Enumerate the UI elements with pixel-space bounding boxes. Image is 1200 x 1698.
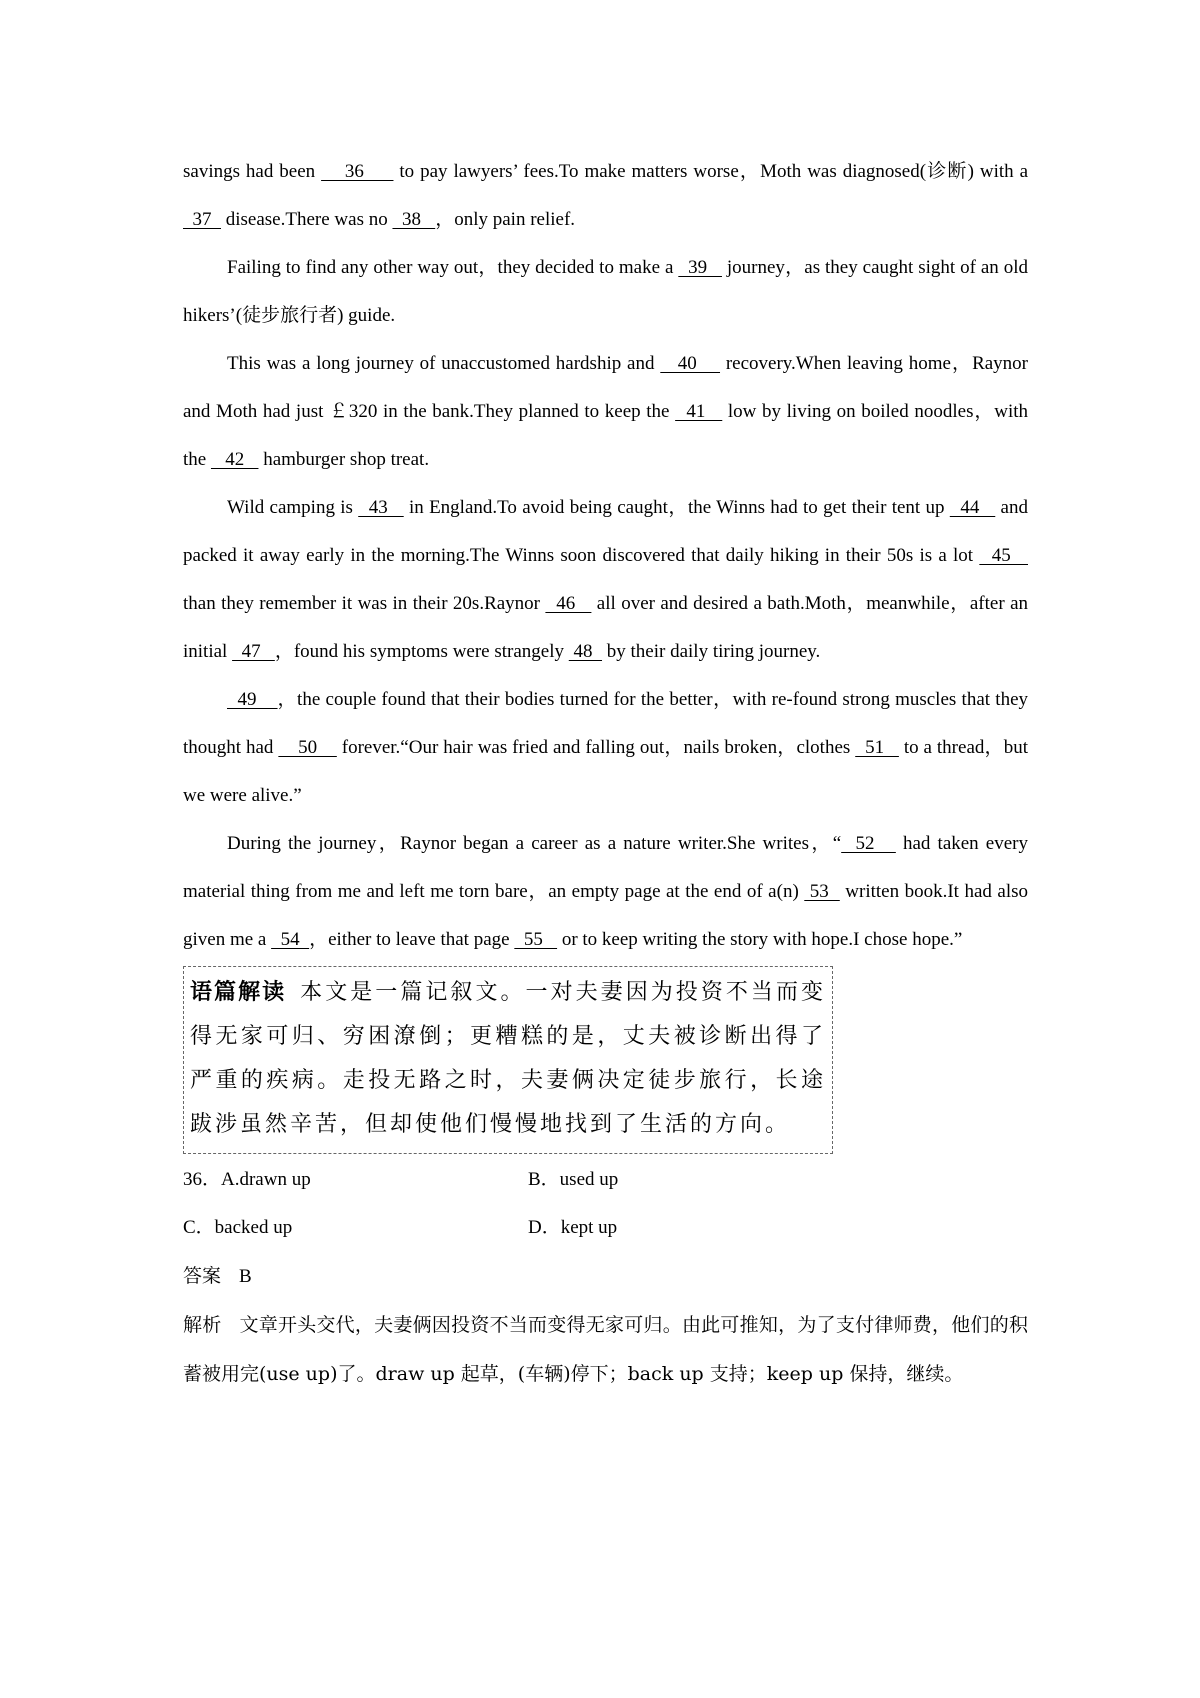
text-span: written book.It had also given me a [183, 881, 1028, 950]
blank-54: 54 [271, 929, 310, 950]
text-span: ，the couple found that their bodies turned for the better，with re-found strong muscles that they thought had [183, 689, 1029, 758]
option-d: D．kept up [528, 1217, 618, 1238]
text-span: and packed it away early in the morning.The Winns soon discovered that daily hiking in their 50s is a lot [183, 497, 1028, 566]
text-span: ，only pain relief. [435, 209, 576, 230]
text-span: disease.There was no [221, 209, 393, 230]
blank-43: 43 [358, 497, 404, 518]
text-span: journey，as they caught sight of an old hikers’(徒步旅行者) guide. [183, 257, 1029, 326]
analysis-paragraph [183, 1301, 1028, 1399]
reading-box-heading: 语篇解读 [190, 980, 287, 1005]
blank-40: 40 [660, 353, 721, 374]
blank-46: 46 [545, 593, 592, 614]
answer-value: B [239, 1266, 252, 1287]
blank-53: 53 [804, 881, 840, 902]
text-span: by their daily tiring journey. [602, 641, 821, 662]
blank-55: 55 [514, 929, 558, 950]
blank-45: 45 [979, 545, 1028, 566]
text-span: low by living on boiled noodles，with the [183, 401, 1028, 470]
text-span: Failing to find any other way out，they decided to make a [227, 257, 679, 278]
blank-42: 42 [210, 449, 259, 470]
passage-paragraph-6 [183, 820, 1028, 964]
text-span: hamburger shop treat. [258, 449, 430, 470]
text-span: in England.To avoid being caught，the Winns had to get their tent up [403, 497, 950, 518]
answer-line [183, 1252, 1028, 1301]
blank-39: 39 [678, 257, 722, 278]
analysis-text: 文章开头交代，夫妻俩因投资不当而变得无家可归。由此可推知，为了支付律师费，他们的积蓄被用完(use up)了。draw up 起草，(车辆)停下；back up 支持；keep up 保持，继续。 [183, 1314, 1028, 1385]
blank-38: 38 [392, 209, 436, 230]
option-a: 36．A.drawn up [183, 1169, 311, 1190]
text-span: to pay lawyers’ fees.To make matters worse，Moth was diagnosed(诊断) with a [393, 161, 1028, 182]
blank-48: 48 [568, 641, 603, 662]
blank-50: 50 [278, 737, 337, 758]
option-b: B．used up [528, 1169, 619, 1190]
reading-analysis-box [183, 966, 833, 1154]
passage-paragraph-1 [183, 148, 1028, 244]
text-span: Wild camping is [227, 497, 359, 518]
text-span: had taken every material thing from me and left me torn bare，an empty page at the end of a(n) [183, 833, 1029, 902]
answer-label: 答案 [183, 1265, 222, 1287]
document-page [183, 148, 1028, 1399]
text-span: to a thread，but we were alive.” [183, 737, 1029, 806]
blank-49: 49 [227, 689, 278, 710]
options-row-2 [183, 1204, 1028, 1252]
blank-47: 47 [232, 641, 275, 662]
blank-36: 36 [321, 161, 394, 182]
passage-paragraph-2 [183, 244, 1028, 340]
question-36-options [183, 1156, 1028, 1252]
text-span: During the journey，Raynor began a career as a nature writer.She writes，“ [227, 833, 842, 854]
text-span: savings had been [183, 161, 322, 182]
text-span: forever.“Our hair was fried and falling out，nails broken，clothes [336, 737, 856, 758]
text-span: recovery.When leaving home，Raynor and Moth had just ￡320 in the bank.They planned to keep the [183, 353, 1028, 422]
text-span: ，either to leave that page [309, 929, 515, 950]
passage-paragraph-4 [183, 484, 1028, 676]
passage-paragraph-3 [183, 340, 1028, 484]
blank-51: 51 [855, 737, 899, 758]
passage-paragraph-5 [183, 676, 1028, 820]
blank-37: 37 [183, 209, 221, 230]
text-span: This was a long journey of unaccustomed hardship and [227, 353, 661, 374]
option-c: C．backed up [183, 1217, 293, 1238]
text-span: or to keep writing the story with hope.I chose hope.” [557, 929, 963, 950]
blank-41: 41 [675, 401, 723, 422]
blank-44: 44 [949, 497, 996, 518]
options-row-1 [183, 1156, 1028, 1204]
analysis-label: 解析 [183, 1314, 222, 1336]
reading-box-body: 本文是一篇记叙文。一对夫妻因为投资不当而变得无家可归、穷困潦倒；更糟糕的是，丈夫被诊断出得了严重的疾病。走投无路之时，夫妻俩决定徒步旅行，长途跋涉虽然辛苦，但却使他们慢慢地找到了生活的方向。 [190, 980, 826, 1137]
blank-52: 52 [841, 833, 896, 854]
text-span: all over and desired a bath.Moth，meanwhile，after an initial [183, 593, 1028, 662]
text-span: ，found his symptoms were strangely [274, 641, 569, 662]
text-span: than they remember it was in their 20s.Raynor [183, 593, 546, 614]
